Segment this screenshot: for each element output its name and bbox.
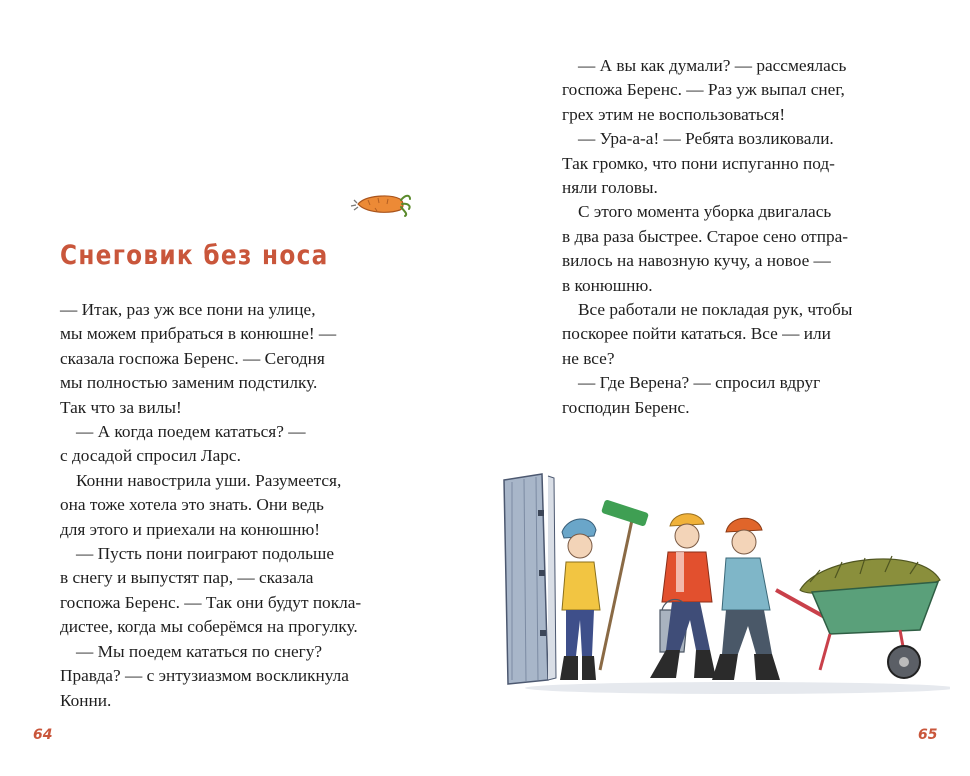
text-line: сказала госпожа Беренс. — Сегодня — [60, 348, 325, 368]
right-body-text — [562, 54, 922, 420]
text-line: Так что за вилы! — [60, 397, 182, 417]
chapter-title: Снеговик без носа — [60, 240, 329, 271]
text-line: С этого момента уборка двигалась — [578, 202, 832, 222]
text-line: госпожа Беренс. — Так они будут покла- — [60, 592, 362, 612]
text-line: она тоже хотела это знать. Они ведь — [60, 495, 324, 515]
text-line: Правда? — с энтузиазмом воскликнула — [60, 666, 349, 686]
text-line: для этого и приехали на конюшню! — [60, 519, 321, 539]
text-line: — Пусть пони поиграют подольше — [76, 544, 335, 564]
text-line: в два раза быстрее. Старое сено отпра- — [562, 226, 849, 246]
text-line: господин Беренс. — [562, 397, 690, 417]
text-line: не все? — [562, 348, 615, 368]
text-line: грех этим не воспользоваться! — [562, 104, 786, 124]
text-line: госпожа Беренс. — Раз уж выпал снег, — [562, 80, 845, 100]
text-line: дистее, когда мы соберёмся на прогулку. — [60, 617, 358, 637]
text-line: в снегу и выпустят пар, — сказала — [60, 568, 314, 588]
child-pushing-wheelbarrow — [712, 518, 780, 680]
left-body-text — [60, 298, 415, 713]
stable-cleaning-illustration — [490, 470, 950, 700]
text-line: мы можем прибраться в конюшне! — — [60, 324, 337, 344]
text-line: — Где Верена? — спросил вдруг — [578, 373, 821, 393]
text-line: Конни. — [60, 690, 112, 710]
text-line: с досадой спросил Ларс. — [60, 446, 241, 466]
text-line: — А когда поедем кататься? — — [76, 422, 306, 442]
text-line: — Ура-а-а! — Ребята возликовали. — [578, 129, 834, 149]
wheelbarrow — [776, 556, 940, 678]
child-with-broom — [560, 499, 649, 680]
text-line: Так громко, что пони испуганно под- — [562, 153, 835, 173]
text-line: вилось на навозную кучу, а новое — — [562, 251, 831, 271]
text-line: мы полностью заменим подстилку. — [60, 373, 318, 393]
page-number: 64 — [33, 727, 53, 743]
carrot-icon — [348, 186, 412, 222]
page-number: 65 — [918, 727, 938, 743]
stable-door — [504, 474, 556, 684]
text-line: — Мы поедем кататься по снегу? — [76, 641, 323, 661]
text-line: Все работали не покладая рук, чтобы — [578, 300, 853, 320]
text-line: — А вы как думали? — рассмеялась — [578, 56, 847, 75]
child-with-bucket — [650, 514, 716, 678]
text-line: Конни навострила уши. Разумеется, — [76, 470, 342, 490]
text-line: поскорее пойти кататься. Все — или — [562, 324, 831, 344]
text-line: в конюшню. — [562, 275, 653, 295]
text-line: — Итак, раз уж все пони на улице, — [60, 300, 316, 319]
text-line: няли головы. — [562, 178, 658, 198]
